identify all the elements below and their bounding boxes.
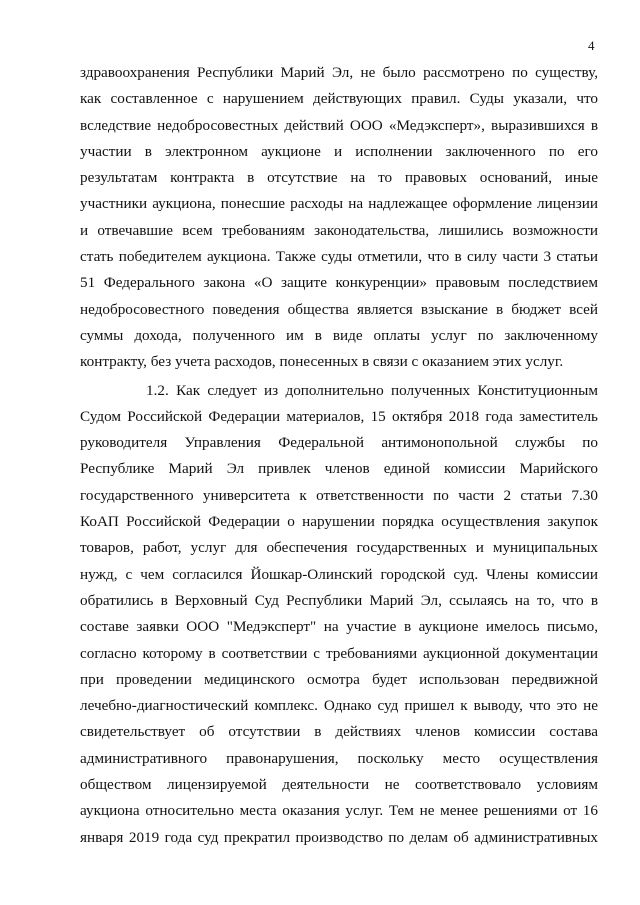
- text-line: и отвечавшие всем требованиям законодательства, лишились возможности: [80, 221, 598, 239]
- text-line: при проведении медицинского осмотра будет использован передвижной: [80, 670, 598, 688]
- text-line: 51 Федерального закона «О защите конкуренции» правовым последствием: [80, 274, 598, 292]
- text-line: Судом Российской Федерации материалов, 15 октября 2018 года заместитель: [80, 407, 598, 425]
- text-line: составе заявки ООО "Медэксперт" на участие в аукционе имелось письмо,: [80, 618, 598, 636]
- text-line: как составленное с нарушением действующих правил. Суды указали, что: [80, 90, 598, 108]
- text-line: контракту, без учета расходов, понесенных в связи с оказанием этих услуг.: [80, 353, 564, 371]
- text-line: лечебно-диагностический комплекс. Однако суд пришел к выводу, что это не: [80, 697, 598, 715]
- text-line: 1.2. Как следует из дополнительно полученных Конституционным: [146, 381, 598, 399]
- text-line: административного правонарушения, поскольку место осуществления: [80, 749, 598, 767]
- text-line: руководителя Управления Федеральной антимонопольной службы по: [80, 434, 598, 452]
- text-line: КоАП Российской Федерации о нарушении порядка осуществления закупок: [80, 513, 598, 531]
- text-line: недобросовестного поведения общества является взыскание в бюджет всей: [80, 300, 598, 318]
- text-line: января 2019 года суд прекратил производство по делам об административных: [80, 828, 598, 846]
- text-line: участии в электронном аукционе и исполнении заключенного по его: [80, 142, 598, 160]
- text-line: здравоохранения Республики Марий Эл, не было рассмотрено по существу,: [80, 64, 598, 81]
- text-line: стать победителем аукциона. Также суды отметили, что в силу части 3 статьи: [80, 248, 598, 266]
- text-line: государственного университета к ответственности по части 2 статьи 7.30: [80, 486, 598, 504]
- text-line: обратились в Верховный Суд Республики Марий Эл, ссылаясь на то, что в: [80, 591, 598, 609]
- paragraph-2: [80, 378, 598, 851]
- text-line: обществом лицензируемой деятельности не соответствовало условиям: [80, 776, 598, 794]
- text-line: суммы дохода, полученного им в виде оплаты услуг по заключенному: [80, 326, 598, 344]
- text-line: участники аукциона, понесшие расходы на надлежащее оформление лицензии: [80, 195, 598, 213]
- document-body: [80, 60, 598, 851]
- text-line: результатам контракта в отсутствие на то правовых оснований, иные: [80, 169, 598, 187]
- text-line: вследствие недобросовестных действий ООО «Медэксперт», выразившихся в: [80, 116, 598, 134]
- text-line: аукциона относительно места оказания услуг. Тем не менее решениями от 16: [80, 802, 598, 820]
- text-line: нужд, с чем согласился Йошкар-Олинский городской суд. Члены комиссии: [80, 565, 598, 583]
- text-line: свидетельствует об отсутствии в действиях членов комиссии состава: [80, 723, 598, 741]
- paragraph-1: [80, 60, 598, 376]
- text-line: Республике Марий Эл привлек членов единой комиссии Марийского: [80, 460, 598, 478]
- page-number: 4: [588, 38, 595, 53]
- text-line: согласно которому в соответствии с требованиями аукционной документации: [80, 644, 598, 662]
- text-line: товаров, работ, услуг для обеспечения государственных и муниципальных: [80, 539, 598, 557]
